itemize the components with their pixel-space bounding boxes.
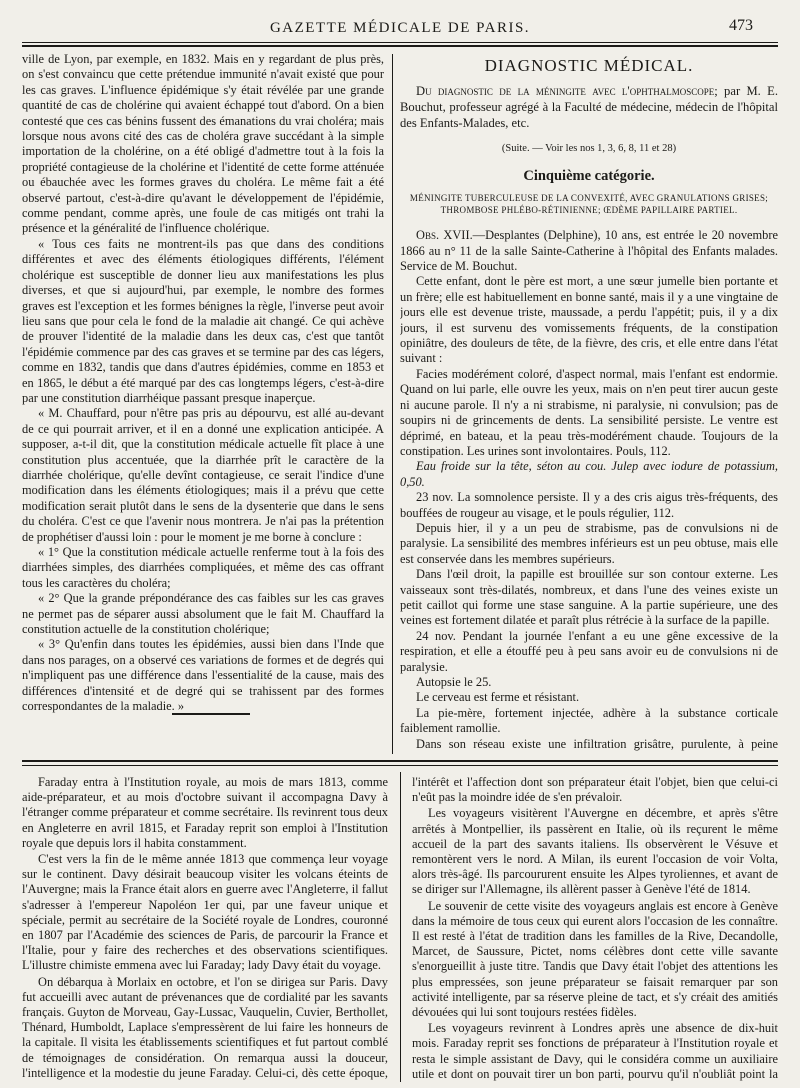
feuilleton-paragraph: Faraday entra à l'Institution royale, au mois de mars 1813, comme aide-préparateur, et au mois d'octobre suivant il accompagna Davy à l'étranger comme préparateur et comme secrétaire. Ils revinrent tous deux en Angleterre en avril 1815, et Faraday reprit son emploi à l'Institution royale que depuis lors il habita constamment. [22, 775, 388, 850]
feuilleton-paragraph: Les voyageurs revinrent à Londres après une absence de dix-huit mois. Faraday reprit ses fonctions de préparateur à l'Institution royale et resta le simple assistant de Davy, qui le considéra comme un auxiliaire utile et dont on pouvait tirer un bon parti, pourvu qu'il n'oubliât point la [412, 1021, 778, 1081]
feuilleton-left-column [22, 775, 388, 1081]
feuilleton-paragraph: On débarqua à Morlaix en octobre, et l'on se dirigea sur Paris. Davy fut accueilli avec autant de prévenances que de cordialité par les savants français. Guyton de Morveau, Gay-Lussac, Vauquelin, Cuvier, Berthollet, Thénard, Humboldt, Laplace s'empressèrent de lui faire les honneurs de la capitale. Il visita les établissements scientifiques et fut partout comblé de témoignages de considération. On remarqua aussi la douceur, l'intelligence et la modestie du jeune Faraday. Celui-ci, dès cette époque, [22, 974, 388, 1080]
article-intro [400, 83, 778, 131]
left-column [22, 52, 384, 718]
feuilleton-paragraph: C'est vers la fin de le même année 1813 que commença leur voyage sur le continent. Davy désirait beaucoup visiter les volcans éteints de l'Auvergne; mais la France était alors en guerre avec l'Angleterre, il fallut s'adresser à l'empereur Napoléon 1er qui, par une faveur unique et spéciale, permit au secrétaire de la Société royale de Londres, couronné en 1807 par l'Académie des sciences de Paris, de parcourir la France et l'Italie, pour y faire des recherches et des observations scientifiques. L'illustre chimiste emmena avec lui Faraday; lady Davy était du voyage. [22, 852, 388, 973]
column-divider [392, 54, 393, 754]
right-paragraph: Dans son réseau existe une infiltration grisâtre, purulente, à peine [416, 736, 778, 751]
feuilleton-paragraph: Les voyageurs visitèrent l'Auvergne en décembre, et après s'être arrêtés à Montpellier, ils passèrent en Italie, où ils reçurent le même accueil de la part des savants italiens. Ils observèrent le Vésuve et remontèrent vers le nord. A Milan, ils eurent l'occasion de voir Volta, alors très-âgé. Ils parcoururent ensuite les Alpes tyroliennes, et avant de se diriger sur l'Allemagne, ils allèrent passer à Genève l'été de 1814. [412, 806, 778, 897]
header-rule-thin [22, 42, 778, 43]
left-paragraph: « 3° Qu'enfin dans toutes les épidémies, aussi bien dans l'Inde que dans nos parages, on a observé ces variations de formes et de degrés qui n'impliquent pas une différence dans l'essentialité de la cause, mais des différences d'intensité et de degré qui se trahissent par des formes correspondantes de la maladie. » [22, 637, 384, 714]
feuilleton-rule-thin [22, 765, 778, 766]
suite-note: (Suite. — Voir les nos 1, 3, 6, 8, 11 et 28) [501, 143, 677, 155]
left-paragraph: « Tous ces faits ne montrent-ils pas que dans des conditions différentes et avec des éléments étiologiques différents, l'élément cholérique est susceptible de donner lieu aux manifestations les plus diverses, et que si aujourd'hui, par exemple, le nombre des formes graves est l'exception et les formes bénignes la règle, l'inverse peut avoir lieu sans que pour cela le fond de la maladie ait changé. Ce qui achève de prouver l'identité de la maladie dans les deux cas, c'est que tantôt l'épidémie commence par des cas graves et se termine par des cas légers, comme en 1832, tandis que dans d'autres épidémies, comme en 1853 et en 1865, le début a été marqué par des cas longtemps légers, c'est-à-dire par une constitution diarrhéique passant presque inaperçue. [22, 236, 384, 405]
right-column [400, 52, 778, 752]
article-author: par M. E. Bouchut, professeur agrégé à la Faculté de médecine, médecin de l'hôpital des Enfants-Malades, etc. [400, 84, 778, 131]
right-paragraph: Facies modérément coloré, d'aspect normal, mais l'enfant est endormie. Quand on lui parle, elle ouvre les yeux, mais on n'en peut tirer aucun geste ni aucune parole. Il n'y a ni strabisme, ni paralysie, ni convulsion; pas de soupirs ni de grincements de dents. La sensibilité persiste. Le ventre est déprimé, en bateau, et la peau très-modérément chaude. Toujours de la constipation. Les urines sont involontaires. Pouls, 112. [400, 366, 778, 458]
right-paragraph: Eau froide sur la tête, séton au cou. Julep avec iodure de potassium, 0,50. [400, 459, 778, 489]
right-paragraph: 24 nov. Pendant la journée l'enfant a eu une gêne excessive de la respiration, et elle a étouffé peu à peu sans avoir eu de convulsions ni de paralysie. [400, 628, 778, 674]
left-paragraph: ville de Lyon, par exemple, en 1832. Mais en y regardant de plus près, on s'est convaincu que cette prétendue immunité n'avait existé que pour les cas graves. L'influence épidémique s'y était révélée par une grande quantité de cas de cholérine qui avaient échappé tout d'abord. On a bien contesté que ces cas bénins fussent des émanations du vrai choléra; mais lorsque nous avons cité des cas de choléra grave succédant à la simple importation de la cholérine, on a été obligé d'admettre tout à la fois la propriété contagieuse de la cholérine et l'identité de cette forme atténuée ou ébauchée avec les formes graves du choléra. Le même fait a été observé partout, c'est-à-dire qu'avant le développement de l'épidémie, comme pendant, comme après, une foule de cas mitigés ont trahi la présence et la généralité de l'influence cholérique. [22, 52, 384, 236]
end-of-article-rule [172, 713, 250, 715]
header-rule-thick [22, 45, 778, 47]
article-title: Du diagnostic de la méningite avec l'ophthalmoscope; [416, 84, 718, 99]
left-paragraph: « 1° Que la constitution médicale actuelle renferme tout à la fois des diarrhées simples, des diarrhées compliquées, et même des cas offrant tous les caractères du choléra; [22, 545, 384, 590]
feuilleton-paragraph: Le souvenir de cette visite des voyageurs anglais est encore à Genève dans la mémoire de tous ceux qui eurent alors l'occasion de les connaître. Il est resté à l'état de tradition dans les familles de la Rive, Decandolle, Marcet, de Saussure, Pictet, noms célèbres dont cette ville savante s'enorgueillit à juste titre. Tandis que Davy était l'objet des attentions les plus empressées, son jeune préparateur se faisait remarquer par son activité intelligente, par sa réserve pleine de tact, et s'y créait des amitiés dévouées qui lui sont toujours restées fidèles. [412, 898, 778, 1020]
right-paragraph: Le cerveau est ferme et résistant. [416, 690, 580, 705]
right-paragraph: La pie-mère, fortement injectée, adhère à la substance corticale faiblement ramollie. [400, 705, 778, 736]
left-paragraph: « M. Chauffard, pour n'être pas pris au dépourvu, est allé au-devant de ce qui pourrait arriver, et il en a donné une explication anticipée. A supposer, a-t-il dit, que la constitution médicale actuelle fît place à une constitution plus accentuée, que la diarrhée prît le caractère de la diarrhée cholérique, qu'elle devînt contagieuse, ce serait l'indice d'une modification dans les éléments étiologiques; mais il a prévu que cette modification serait plutôt dans le sens de la dysenterie que dans le sens du choléra. C'est ce que l'avenir nous montrera. Je n'ai pas la prétention de prophétiser d'aussi loin : pour le moment je me borne à conclure : [22, 406, 384, 544]
right-paragraph: Autopsie le 25. [416, 675, 492, 689]
page-number: 473 [729, 17, 753, 34]
observation-label: Obs. XVII. [416, 228, 473, 243]
right-paragraph: Cette enfant, dont le père est mort, a une sœur jumelle bien portante et un frère; elle est habituellement en bonne santé, mais il y a une vingtaine de jours elle est devenue triste, maussade, a perdu l'appétit; puis, il y a dix jours, il est survenu des vomissements fréquents, de la constipation opiniâtre, des douleurs de tête, de la fièvre, des cris, et elle entre dans l'état suivant : [400, 274, 778, 366]
left-paragraph: « 2° Que la grande prépondérance des cas faibles sur les cas graves ne permet pas de séparer aussi absolument que le fait M. Chauffard la constitution actuelle de la constitution cholérique; [22, 591, 384, 637]
right-paragraph: Depuis hier, il y a un peu de strabisme, pas de convulsions ni de paralysie. La sensibilité des membres inférieurs est un peu obtuse, mais elle est conservée dans les membres supérieurs. [400, 520, 778, 566]
section-title: DIAGNOSTIC MÉDICAL. [484, 56, 694, 75]
right-paragraph: Dans l'œil droit, la papille est brouillée sur son contour externe. Les vaisseaux sont très-dilatés, nombreux, et dans l'une des veines existe un petit caillot qui forme une stase sanguine. A la partie supérieure, une des veines est fortement dilatée et paraît plus rétrécie à la surface de la papille. [400, 567, 778, 628]
feuilleton-divider [400, 772, 401, 1082]
feuilleton-rule-thick [22, 760, 778, 762]
running-title: GAZETTE MÉDICALE DE PARIS. [269, 20, 531, 36]
case-subheading: MÉNINGITE TUBERCULEUSE DE LA CONVEXITÉ, AVEC GRANULATIONS GRISES; THROMBOSE PHLÉBO-RÉTINIENNE; ŒDÈME PAPILLAIRE PARTIEL. [409, 193, 769, 216]
page-header [0, 0, 800, 46]
category-heading: Cinquième catégorie. [523, 167, 655, 184]
feuilleton-right-column [412, 775, 778, 1081]
observation-text: —Desplantes (Delphine), 10 ans, est entrée le 20 novembre 1866 au n° 11 de la salle Sainte-Catherine à l'hôpital des Enfants malades. Service de M. Bouchut. [400, 228, 778, 274]
feuilleton-paragraph: l'intérêt et l'affection dont son préparateur était l'objet, bien que celui-ci n'eût pas la moindre idée de s'en prévaloir. [412, 775, 778, 805]
right-paragraph: 23 nov. La somnolence persiste. Il y a des cris aigus très-fréquents, des bouffées de rougeur au visage, et le pouls régulier, 112. [400, 490, 778, 520]
